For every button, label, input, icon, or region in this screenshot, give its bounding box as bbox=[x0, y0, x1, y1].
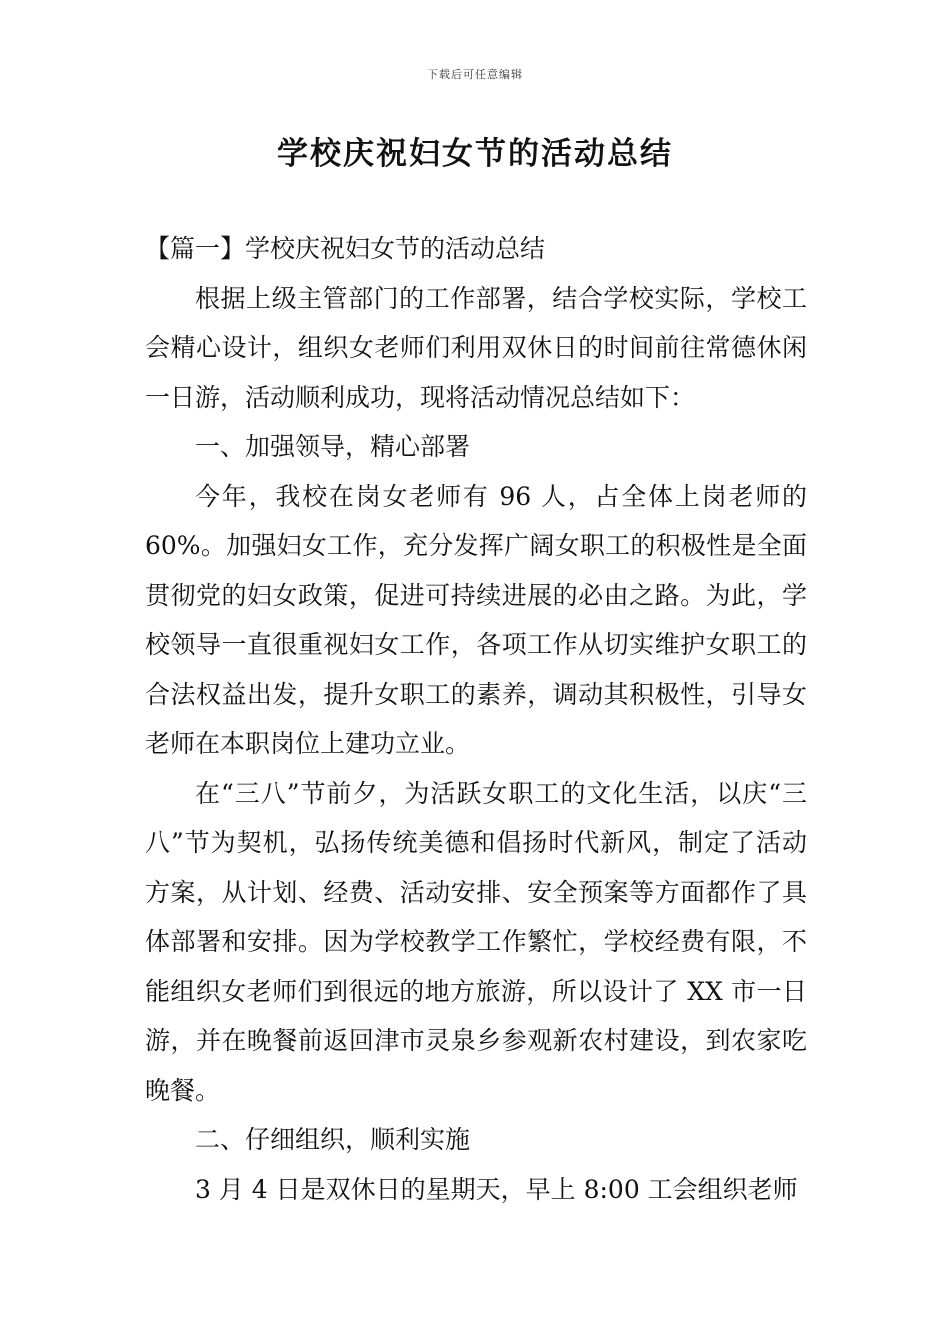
document-body bbox=[145, 224, 807, 1214]
paragraph-intro: 根据上级主管部门的工作部署，结合学校实际，学校工会精心设计，组织女老师们利用双休日的时间前往常德休闲一日游，活动顺利成功，现将活动情况总结如下： bbox=[145, 283, 807, 412]
document-title: 学校庆祝妇女节的活动总结 bbox=[277, 136, 673, 172]
paragraph-schedule: 3 月 4 日是双休日的星期天，早上 8:00 工会组织老师 bbox=[195, 1174, 798, 1204]
subheading-leadership: 一、加强领导，精心部署 bbox=[195, 432, 471, 461]
section-heading: 【篇一】学校庆祝妇女节的活动总结 bbox=[145, 234, 546, 263]
paragraph-event-plan: 在“三八”节前夕，为活跃女职工的文化生活，以庆“三八”节为契机，弘扬传统美德和倡扬时代新风，制定了活动方案，从计划、经费、活动安排、安全预案等方面都作了具体部署和安排。因为学校教学工作繁忙，学校经费有限，不能组织女老师们到很远的地方旅游，所以设计了 XX 市一日游，并在晚餐前返回津市灵泉乡参观新农村建设，到农家吃晚餐。 bbox=[145, 778, 807, 1105]
page-header-note: 下载后可任意编辑 bbox=[427, 68, 523, 81]
paragraph-staff-stats: 今年，我校在岗女老师有 96 人，占全体上岗老师的 60%。加强妇女工作，充分发挥广阔女职工的积极性是全面贯彻党的妇女政策，促进可持续进展的必由之路。为此，学校领导一直很重视妇女工作，各项工作从切实维护女职工的合法权益出发，提升女职工的素养，调动其积极性，引导女老师在本职岗位上建功立业。 bbox=[145, 481, 807, 758]
subheading-implementation: 二、仔细组织，顺利实施 bbox=[195, 1125, 471, 1154]
